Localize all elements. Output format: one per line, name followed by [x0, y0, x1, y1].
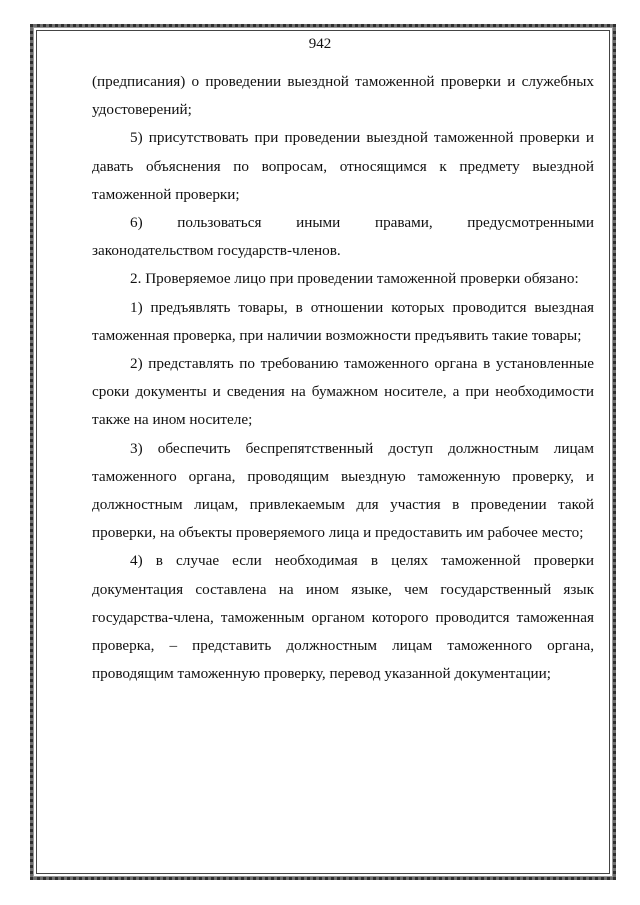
page-number: 942 — [308, 36, 332, 52]
document-body — [92, 68, 594, 688]
paragraph-item-6: 6) пользоваться иными правами, предусмотренными законодательством государств-членов. — [92, 214, 594, 260]
paragraph-duty-3: 3) обеспечить беспрепятственный доступ должностным лицам таможенного органа, проводящим выездную таможенную проверку, и должностным лицам, привлекаемым для участия в проведении такой проверки, на объекты проверяемого лица и предоставить им рабочее место; — [92, 439, 594, 542]
paragraph-item-5: 5) присутствовать при проведении выездной таможенной проверки и давать объяснения по вопросам, относящимся к предмету выездной таможенной проверки; — [92, 129, 594, 203]
paragraph-continuation: (предписания) о проведении выездной таможенной проверки и служебных удостоверений; — [92, 73, 594, 119]
paragraph-duty-4: 4) в случае если необходимая в целях таможенной проверки документация составлена на ином языке, чем государственный язык государства-члена, таможенным органом которого проводится таможенная проверка, – представить должностным лицам таможенного органа, проводящим таможенную проверку, перевод указанной документации; — [92, 552, 594, 683]
paragraph-duty-2: 2) представлять по требованию таможенного органа в установленные сроки документы и сведения на бумажном носителе, а при необходимости также на ином носителе; — [92, 355, 594, 429]
paragraph-duty-1: 1) предъявлять товары, в отношении которых проводится выездная таможенная проверка, при наличии возможности предъявить такие товары; — [92, 298, 594, 344]
paragraph-section-2: 2. Проверяемое лицо при проведении таможенной проверки обязано: — [130, 270, 579, 288]
